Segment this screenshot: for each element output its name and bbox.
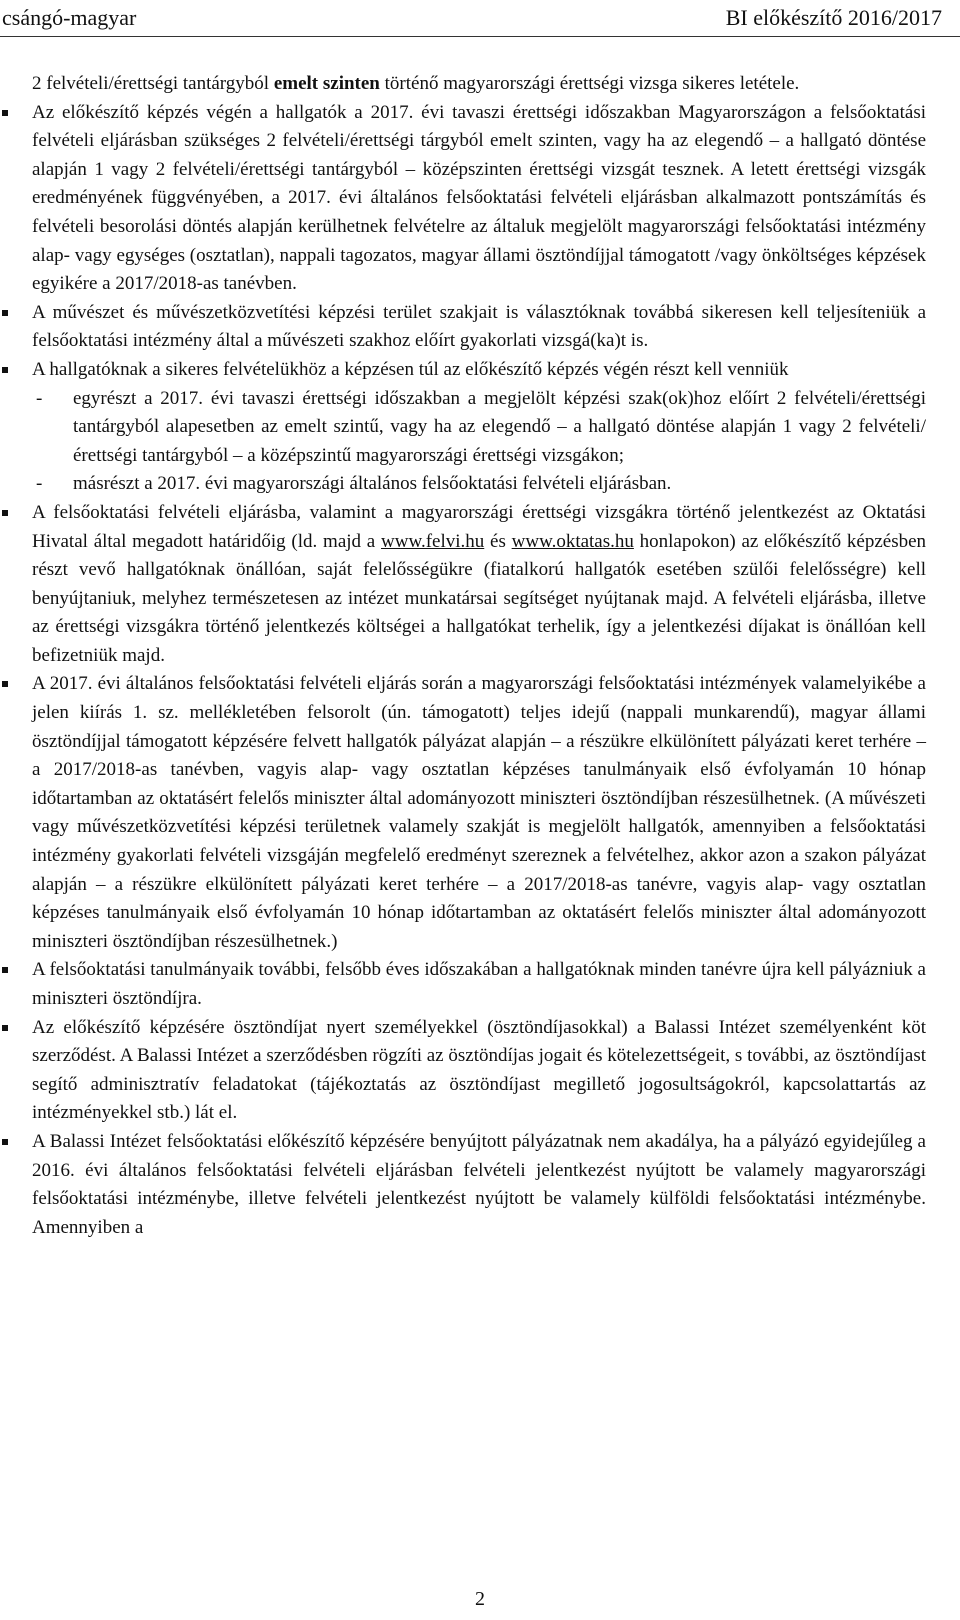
list-item: [32, 1014, 926, 1128]
list-item: [32, 956, 926, 1013]
registration-text-2: honlapokon) az előkészítő képzésben részt vevő hallgatóknak önállóan, saját felelősségükre (fiatalkorú hallgatók esetében szülői felelősségre) kell benyújtaniuk, melyhez természetesen az intézet munkatársai segítséget nyújtanak majd. A felvételi eljárásba, illetve az érettségi vizsgákra történő jelentkezés költségei a hallgatókat terhelik, így a jelentkezési díjakat is önállóan kell befizetniük majd.: [32, 530, 927, 666]
intro-bold: emelt szinten: [273, 73, 380, 94]
square-bullet-icon: [2, 110, 8, 116]
dash-bullet: -: [36, 473, 43, 495]
sub-list-item-text: egyrészt a 2017. évi tavaszi érettségi időszakban a megjelölt képzési szak(ok)hoz előírt 2 felvételi/érettségi tantárgyból alapesetben az emelt szintű, vagy ha az elegendő – a hallgató döntése alapján 1 vagy 2 felvételi/érettségi tantárgyból – a középszintű magyarországi érettségi vizsgákon;: [73, 387, 926, 466]
intro-paragraph: [32, 70, 926, 99]
square-bullet-icon: [2, 510, 8, 516]
sub-list-item: [36, 385, 926, 471]
list-item-text: Az előkészítő képzés végén a hallgatók a 2017. évi tavaszi érettségi időszakban Magyarországon a felsőoktatási felvételi eljárásban szükséges 2 felvételi/érettségi tárgyból emelt szinten, vagy ha az elegendő – a hallgató döntése alapján 1 vagy 2 felvételi/érettségi tantárgyból – középszinten érettségi vizsgát tesznek. A letett érettségi vizsgák eredményének függvényében, a 2017. évi általános felsőoktatási felvételi eljárásban alkalmazott pontszámítás és felvételi besorolási döntés alapján kerülhetnek felvételre az általuk megjelölt magyarországi felsőoktatási intézmény alap- vagy egységes (osztatlan), nappali tagozatos, magyar állami ösztöndíjjal támogatott /vagy önköltséges képzések egyikére a 2017/2018-as tanévben.: [32, 101, 926, 295]
dash-bullet: -: [36, 387, 43, 409]
list-item: [32, 356, 926, 385]
header-right-text: BI előkészítő 2016/2017: [725, 5, 942, 30]
registration-text-mid: és: [484, 530, 512, 552]
list-item: [32, 1128, 926, 1242]
page-number: 2: [475, 1588, 485, 1610]
page-header: [0, 4, 960, 36]
sub-list-item-text: másrészt a 2017. évi magyarországi általános felsőoktatási felvételi eljárásban.: [73, 473, 672, 495]
intro-text-1: 2 felvételi/érettségi tantárgyból: [32, 73, 274, 94]
list-item: [32, 670, 926, 956]
list-item-text: A művészet és művészetközvetítési képzési terület szakjait is választóknak továbbá sikeresen kell teljesíteniük a felsőoktatási intézmény által a művészeti szakhoz előírt gyakorlati vizsgá(ka)t is.: [32, 301, 926, 352]
square-bullet-icon: [2, 681, 8, 687]
sub-list-item: [36, 470, 926, 499]
square-bullet-icon: [2, 1139, 8, 1145]
square-bullet-icon: [2, 967, 8, 973]
list-item: [32, 99, 926, 299]
document-body: [32, 70, 926, 1242]
felvi-link[interactable]: www.felvi.hu: [381, 530, 485, 552]
oktatas-link[interactable]: www.oktatas.hu: [511, 530, 634, 552]
list-item: [32, 299, 926, 356]
square-bullet-icon: [2, 310, 8, 316]
list-item-registration: [32, 499, 926, 671]
square-bullet-icon: [2, 367, 8, 373]
list-item-text: A 2017. évi általános felsőoktatási felvételi eljárás során a magyarországi felsőoktatási intézmények valamelyikébe a jelen kiírás 1. sz. mellékletében felsorolt (ún. támogatott) teljes idejű (nappali munkarendű), magyar állami ösztöndíjjal támogatott képzésére felvett hallgatók pályázat alapján – a részükre elkülönített pályázati keret terhére – a 2017/2018-as tanévben, vagyis alap- vagy osztatlan képzéses tanulmányaik első évfolyamán 10 hónap időtartamban az oktatásért felelős miniszter által adományozott miniszteri ösztöndíjban részesülhetnek. (A művészeti vagy művészetközvetítési képzési területnek valamely szakját is megjelölt hallgatók, amennyiben a felsőoktatási intézmény gyakorlati felvételi vizsgáján megfelelő eredményt szereznek a felvételhez, akkor azon a szakon pályázat alapján – a részükre elkülönített pályázati keret terhére – a 2017/2018-as tanévre, vagyis alap- vagy osztatlan képzéses tanulmányaik első évfolyamán 10 hónap időtartamban az oktatásért felelős miniszter által adományozott miniszteri ösztöndíjban részesülhetnek.): [32, 673, 926, 952]
registration-text-1: A felsőoktatási felvételi eljárásba, valamint a magyarországi érettségi vizsgákra történő jelentkezést az Oktatási Hivatal által megadott határidőig (ld. majd a: [32, 501, 926, 552]
header-left-text: csángó-magyar: [2, 5, 137, 30]
list-item-text: Az előkészítő képzésére ösztöndíjat nyert személyekkel (ösztöndíjasokkal) a Balassi Intézet személyenként köt szerződést. A Balassi Intézet a szerződésben rögzíti az ösztöndíjas jogait és kötelezettségeit, s további, az ösztöndíjast segítő adminisztratív feladatokat (tájékoztatás az ösztöndíjast megillető jogosultságokról, kapcsolattartás az intézményekkel stb.) lát el.: [32, 1016, 926, 1124]
square-bullet-icon: [2, 1025, 8, 1031]
header-divider: [0, 36, 960, 37]
list-item-text: A hallgatóknak a sikeres felvételükhöz a képzésen túl az előkészítő képzés végén részt kell venniük: [32, 358, 789, 380]
list-item-text: A felsőoktatási tanulmányaik további, felsőbb éves időszakában a hallgatóknak minden tanévre újra kell pályázniuk a miniszteri ösztöndíjra.: [32, 959, 926, 1009]
intro-text-2: történő magyarországi érettségi vizsga sikeres letétele.: [379, 73, 800, 94]
list-item-text: A Balassi Intézet felsőoktatási előkészítő képzésére benyújtott pályázatnak nem akadálya, ha a pályázó egyidejűleg a 2016. évi általános felsőoktatási felvételi eljárásban felvételi jelentkezést nyújtott be valamely magyarországi felsőoktatási intézménybe, illetve felvételi jelentkezést nyújtott be valamely külföldi felsőoktatási intézménybe. Amennyiben a: [32, 1130, 926, 1238]
